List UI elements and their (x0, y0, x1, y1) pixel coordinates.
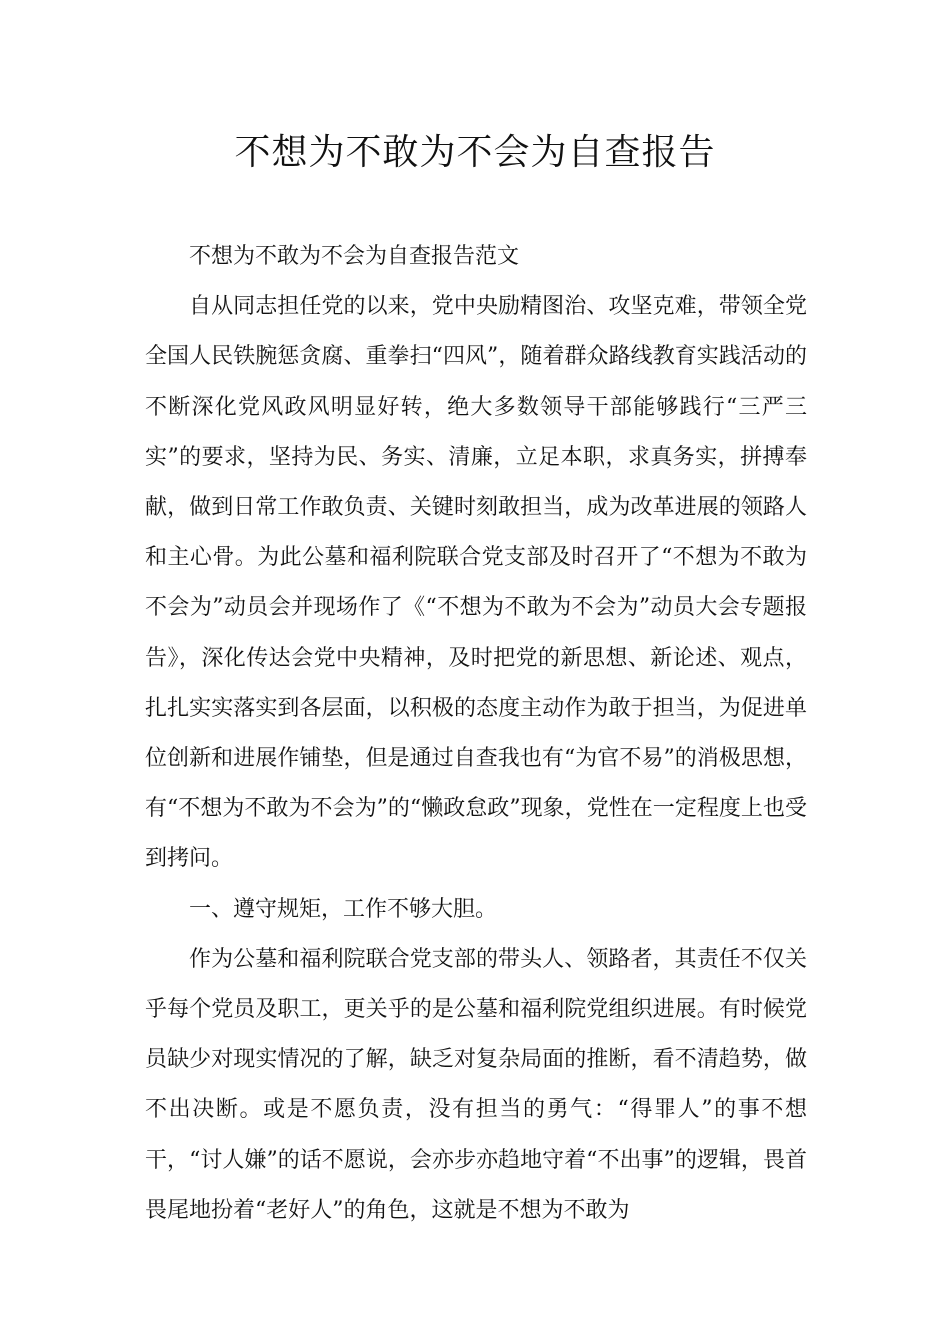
document-body (145, 232, 807, 1236)
document-title: 不想为不敢为不会为自查报告 (234, 132, 716, 173)
paragraph-intro: 自从同志担任党的以来，党中央励精图治、攻坚克难，带领全党全国人民铁腕惩贪腐、重拳扫“四风”，随着群众路线教育实践活动的不断深化党风政风明显好转，绝大多数领导干部能够践行“三严三实”的要求，坚持为民、务实、清廉，立足本职，求真务实，拼搏奉献，做到日常工作敢负责、关键时刻敢担当，成为改革进展的领路人和主心骨。为此公墓和福利院联合党支部及时召开了“不想为不敢为不会为”动员会并现场作了《“不想为不敢为不会为”动员大会专题报告》，深化传达会党中央精神，及时把党的新思想、新论述、观点，扎扎实实落实到各层面，以积极的态度主动作为敢于担当，为促进单位创新和进展作铺垫，但是通过自查我也有“为官不易”的消极思想，有“不想为不敢为不会为”的“懒政怠政”现象，党性在一定程度上也受到拷问。 (145, 294, 807, 872)
section-heading-1: 一、遵守规矩，工作不够大胆。 (189, 896, 498, 922)
document-subtitle: 不想为不敢为不会为自查报告范文 (189, 244, 520, 269)
paragraph-section-1: 作为公墓和福利院联合党支部的带头人、领路者，其责任不仅关乎每个党员及职工，更关乎的是公墓和福利院党组织进展。有时候党员缺少对现实情况的了解，缺乏对复杂局面的推断，看不清趋势，做不出决断。或是不愿负责，没有担当的勇气：“得罪人”的事不想干，“讨人嫌”的话不愿说，会亦步亦趋地守着“不出事”的逻辑，畏首畏尾地扮着“老好人”的角色，这就是不想为不敢为 (145, 946, 807, 1223)
